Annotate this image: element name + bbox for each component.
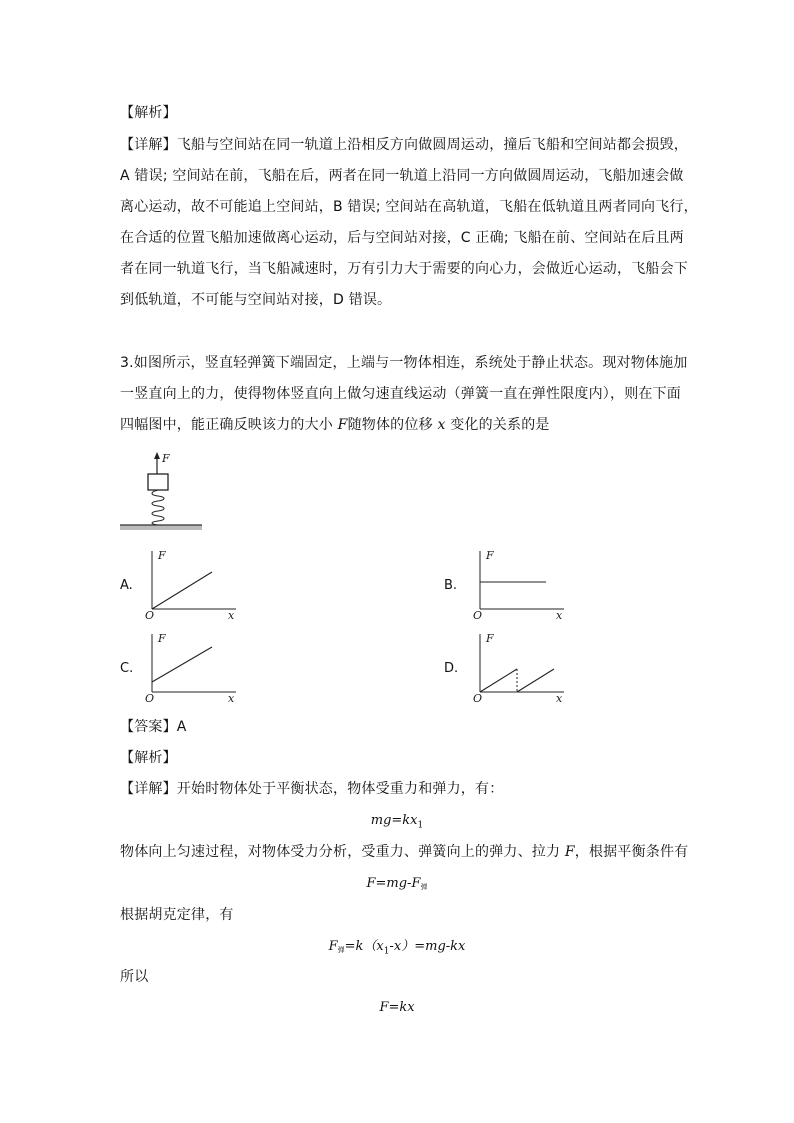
option-a-graph	[140, 545, 240, 623]
arrow-head-icon	[154, 452, 160, 459]
option-b-graph	[468, 545, 568, 623]
analysis-line-5: 者在同一轨道飞行，当飞船减速时，万有引力大于需要的向心力，会做近心运动，飞船会下	[120, 261, 688, 277]
equation-4: F=kx	[379, 1000, 415, 1015]
y-axis-label: F	[486, 632, 494, 645]
graph-line-segment-2	[517, 669, 554, 692]
question-line-2: 一竖直向上的力，使得物体竖直向上做匀速直线运动（弹簧一直在弹性限度内），则在下面	[120, 386, 681, 402]
analysis-line-4: 在合适的位置飞船加速做离心运动，后与空间站对接，C 正确; 飞船在前、空间站在后且两	[120, 230, 684, 246]
equation-3-sub2: 1	[383, 946, 390, 957]
spring	[152, 490, 164, 525]
option-d-label: D.	[444, 661, 459, 676]
equation-3-sub: 弹	[337, 946, 345, 954]
analysis-line-3: 离心运动，故不可能追上空间站，B 错误; 空间站在高轨道，飞船在低轨道且两者同向飞行，	[120, 199, 698, 215]
origin-label: O	[145, 692, 155, 705]
equation-2-sub: 弹	[420, 883, 428, 891]
analysis-detail-line-1: 【详解】开始时物体处于平衡状态，物体受重力和弹力，有：	[120, 781, 504, 797]
analysis-detail-line-2	[120, 843, 688, 861]
question-text-b: 随物体的位移	[347, 417, 438, 433]
y-axis-label: F	[486, 549, 494, 562]
equation-1	[0, 812, 794, 835]
answer: 【答案】A	[120, 719, 187, 735]
equation-2-main: F=mg-F	[366, 876, 421, 891]
spring-figure	[116, 450, 206, 540]
equation-1-sub: 1	[417, 820, 424, 831]
origin-label: O	[473, 692, 483, 705]
ground	[120, 525, 202, 530]
figure-force-label: F	[162, 452, 170, 465]
force-symbol-2: F	[564, 844, 575, 860]
equation-3-b: =k（x	[344, 939, 384, 954]
graph-line	[152, 647, 212, 682]
x-axis-label: x	[228, 692, 235, 705]
analysis-detail-line-4: 所以	[120, 969, 149, 985]
analysis-line-2: A 错误; 空间站在前，飞船在后，两者在同一轨道上沿同一方向做圆周运动，飞船加速会做	[120, 168, 684, 184]
option-c-label: C.	[120, 661, 134, 676]
analysis-line-6: 到低轨道，不可能与空间站对接，D 错误。	[120, 292, 392, 308]
displacement-symbol: x	[437, 417, 446, 433]
origin-label: O	[473, 609, 483, 622]
x-axis-label: x	[556, 609, 563, 622]
block	[148, 474, 168, 490]
question-line-1: 3.如图所示，竖直轻弹簧下端固定，上端与一物体相连，系统处于静止状态。现对物体施加	[120, 355, 688, 371]
x-axis-label: x	[556, 692, 563, 705]
analysis-detail-line-3: 根据胡克定律，有	[120, 907, 234, 923]
graph-line	[152, 572, 212, 609]
equation-3	[0, 938, 794, 961]
option-c-graph	[140, 628, 240, 706]
x-axis-label: x	[228, 609, 235, 622]
analysis-line-1: 【详解】飞船与空间站在同一轨道上沿相反方向做圆周运动，撞后飞船和空间站都会损毁，	[120, 137, 688, 153]
equation-2	[0, 875, 794, 896]
equation-1-main: mg=kx	[370, 813, 418, 828]
analysis-line-2a: 物体向上匀速过程，对物体受力分析，受重力、弹簧向上的弹力、拉力	[120, 844, 565, 860]
analysis-heading-2: 【解析】	[120, 750, 177, 766]
question-line-3	[120, 416, 550, 434]
equation-3-c: -x）=mg-kx	[389, 939, 466, 954]
y-axis-label: F	[158, 549, 166, 562]
force-symbol: F	[337, 417, 348, 433]
option-a-label: A.	[120, 578, 133, 593]
origin-label: O	[145, 609, 155, 622]
analysis-line-2b: ，根据平衡条件有	[574, 844, 689, 860]
y-axis-label: F	[158, 632, 166, 645]
analysis-heading-1: 【解析】	[120, 105, 177, 121]
option-b-label: B.	[444, 578, 458, 593]
graph-line-segment-1	[480, 669, 517, 692]
question-text-a: 四幅图中，能正确反映该力的大小	[120, 417, 338, 433]
option-d-graph	[468, 628, 568, 706]
question-text-c: 变化的关系的是	[445, 417, 550, 433]
equation-3-a: F	[328, 939, 338, 954]
